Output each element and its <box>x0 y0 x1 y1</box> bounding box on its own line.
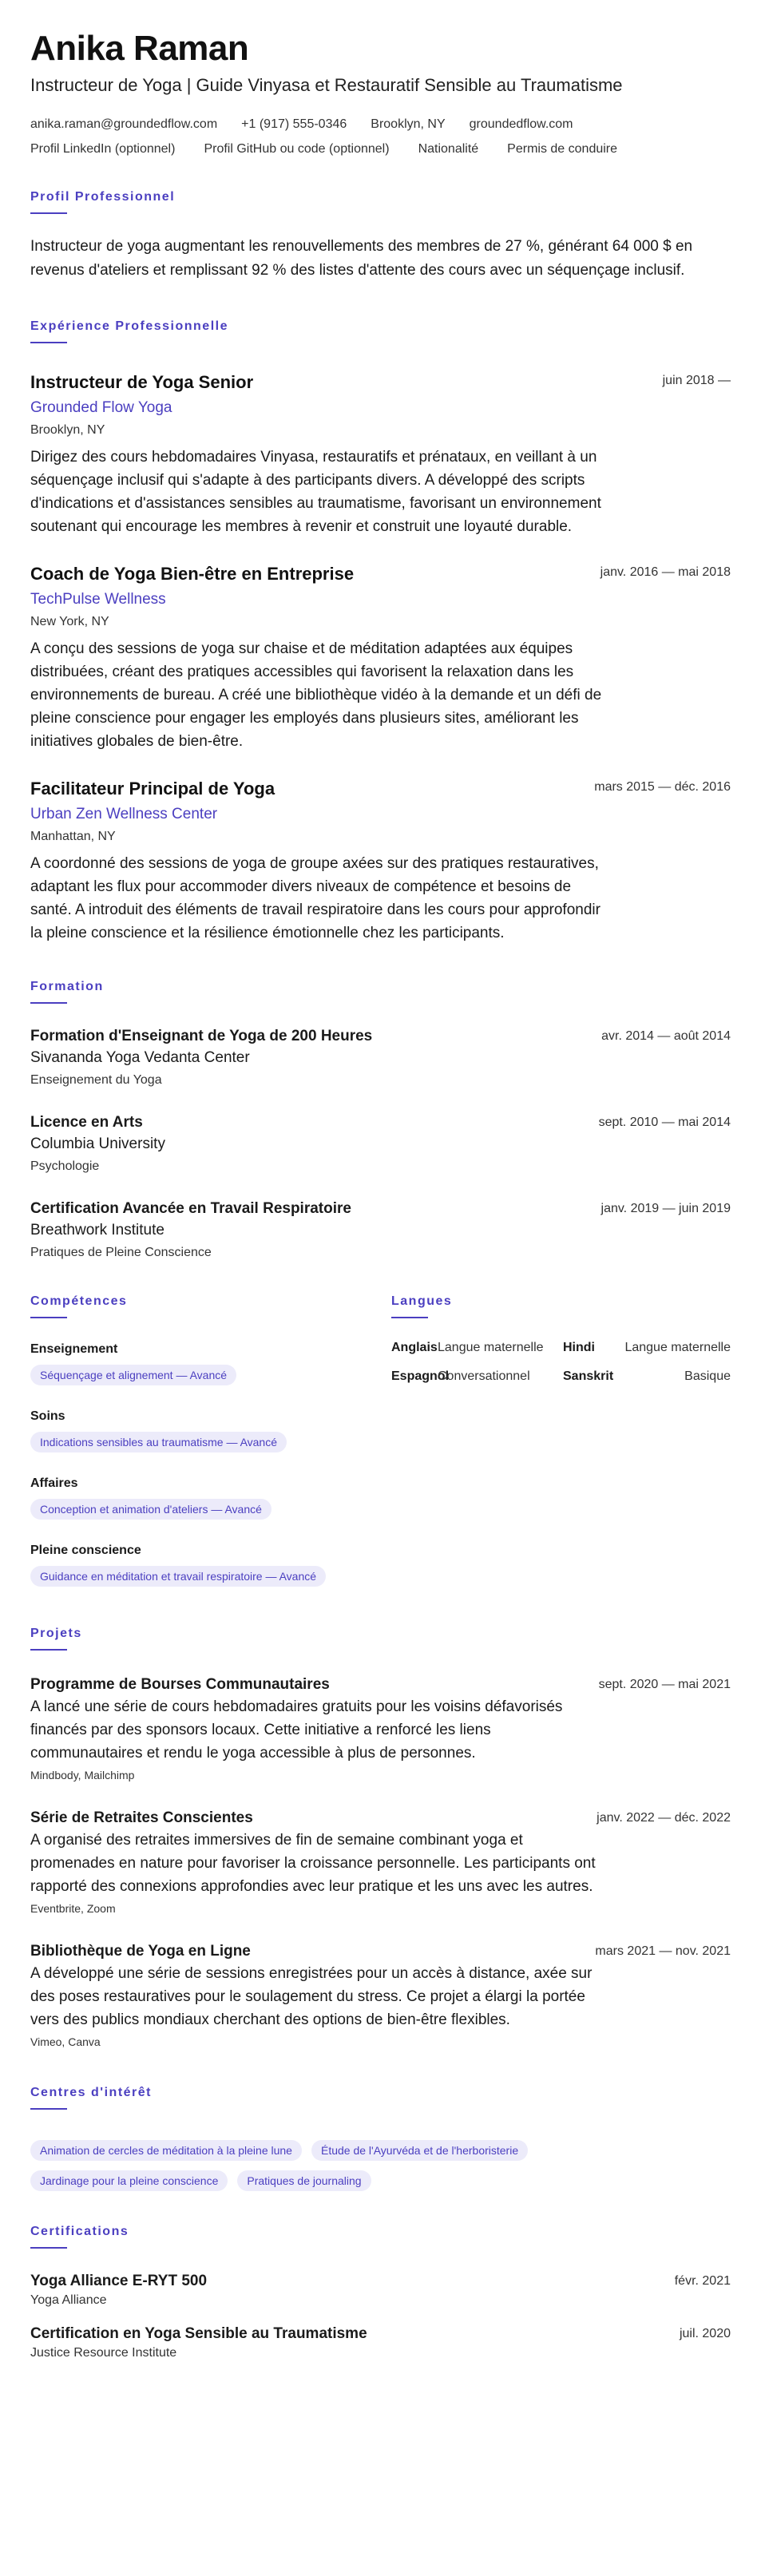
job-location: Manhattan, NY <box>30 830 116 843</box>
projects-section <box>30 1627 731 2051</box>
education-institution: Columbia University <box>30 1135 165 1152</box>
project-description: A développé une série de sessions enregistrées pour un accès à distance, axée sur des poses restauratives pour le soulagement du stress. Ce projet a élargi la portée vers des publics mondiaux cherchant des options de bien-être flexibles. <box>30 1965 593 2028</box>
project-title: Série de Retraites Conscientes <box>30 1809 253 1826</box>
education-institution: Breathwork Institute <box>30 1222 164 1238</box>
language-level: Langue maternelle <box>438 1341 544 1354</box>
education-section <box>30 980 731 1262</box>
project-tools: Mindbody, Mailchimp <box>30 1769 135 1781</box>
interest-chip: Étude de l'Ayurvéda et de l'herboristerie <box>311 2140 528 2161</box>
contact-website[interactable]: groundedflow.com <box>469 117 573 131</box>
interest-list <box>30 2130 605 2191</box>
job-title: Coach de Yoga Bien-être en Entreprise <box>30 564 355 584</box>
language-level: Langue maternelle <box>624 1341 731 1354</box>
experience-item <box>30 562 731 753</box>
language-name: Sanskrit <box>563 1369 614 1383</box>
project-title: Programme de Bourses Communautaires <box>30 1676 330 1693</box>
education-date: avr. 2014 — août 2014 <box>601 1029 731 1043</box>
job-location: Brooklyn, NY <box>30 423 105 437</box>
language-name: Espagnol <box>391 1369 450 1383</box>
language-level: Basique <box>684 1369 731 1383</box>
job-title: Facilitateur Principal de Yoga <box>30 779 275 799</box>
job-date: juin 2018 — <box>662 374 731 387</box>
section-title: Centres d'intérêt <box>30 2086 152 2099</box>
certification-title: Certification en Yoga Sensible au Traumatisme <box>30 2325 367 2342</box>
certification-title: Yoga Alliance E-RYT 500 <box>30 2273 208 2289</box>
contact-nationality: Nationalité <box>418 142 479 156</box>
job-company: Urban Zen Wellness Center <box>30 806 218 822</box>
contact-phone[interactable]: +1 (917) 555-0346 <box>241 117 347 131</box>
education-title: Licence en Arts <box>30 1114 143 1131</box>
experience-list <box>30 371 731 945</box>
skill-chip: Indications sensibles au traumatisme — Avancé <box>30 1432 287 1452</box>
section-divider <box>30 1317 67 1318</box>
interest-chip: Animation de cercles de méditation à la pleine lune <box>30 2140 302 2161</box>
language-list <box>391 1339 731 1385</box>
skills-section <box>30 1294 391 1587</box>
job-location: New York, NY <box>30 615 109 628</box>
skill-chip: Séquençage et alignement — Avancé <box>30 1365 236 1385</box>
project-item <box>30 1674 731 1784</box>
contact-info <box>30 115 731 134</box>
skill-category: Pleine conscience <box>30 1544 141 1557</box>
experience-item <box>30 371 731 538</box>
education-item <box>30 1026 731 1090</box>
job-description: A conçu des sessions de yoga sur chaise et de méditation adaptées aux équipes distribuées, créant des pratiques accessibles qui favorisent la relaxation dans les environnements de bureau. A créé une bibliothèque vidéo à la demande et un défi de pleine conscience pour engager les employés dans plusieurs sites, améliorant les initiatives globales de bien-être. <box>30 640 602 750</box>
section-title: Profil Professionnel <box>30 190 176 204</box>
skill-chip: Conception et animation d'ateliers — Avancé <box>30 1499 272 1520</box>
certification-item <box>30 2324 731 2362</box>
certification-issuer: Yoga Alliance <box>30 2293 107 2307</box>
project-tools: Eventbrite, Zoom <box>30 1902 116 1915</box>
education-title: Certification Avancée en Travail Respiratoire <box>30 1200 351 1217</box>
job-date: janv. 2016 — mai 2018 <box>600 565 731 579</box>
contact-email[interactable]: anika.raman@groundedflow.com <box>30 117 218 131</box>
candidate-name: Anika Raman <box>30 29 249 68</box>
certifications-section <box>30 2225 731 2362</box>
language-level: Conversationnel <box>438 1369 530 1383</box>
certification-item <box>30 2271 731 2309</box>
languages-section <box>391 1294 731 1587</box>
project-description: A organisé des retraites immersives de fin de semaine combinant yoga et promenades en nature pour favoriser la croissance personnelle. Les participants ont rapporté des connexions approfondies avec leur pratique et les uns avec les autres. <box>30 1832 596 1895</box>
section-divider <box>30 1649 67 1651</box>
skill-category: Soins <box>30 1409 65 1423</box>
section-divider <box>30 342 67 343</box>
job-title: Instructeur de Yoga Senior <box>30 372 254 392</box>
section-title: Compétences <box>30 1294 128 1308</box>
project-date: mars 2021 — nov. 2021 <box>595 1944 731 1958</box>
contact-linkedin[interactable]: Profil LinkedIn (optionnel) <box>30 142 176 156</box>
section-title: Certifications <box>30 2225 129 2238</box>
interests-section <box>30 2086 731 2191</box>
section-divider <box>30 2108 67 2110</box>
language-name: Hindi <box>563 1341 595 1354</box>
job-company: Grounded Flow Yoga <box>30 399 172 416</box>
section-title: Expérience Professionnelle <box>30 319 228 333</box>
resume-header <box>30 29 731 157</box>
education-field: Enseignement du Yoga <box>30 1073 162 1087</box>
skills-languages-row <box>30 1294 731 1587</box>
section-title: Projets <box>30 1627 82 1640</box>
certification-issuer: Justice Resource Institute <box>30 2346 177 2360</box>
interest-chip: Pratiques de journaling <box>237 2170 371 2191</box>
job-description: A coordonné des sessions de yoga de groupe axées sur des pratiques restauratives, adaptant les flux pour accommoder divers niveaux de compétence et besoins de santé. A introduit des éléments de travail respiratoire dans les cours pour approfondir la pleine conscience et la résilience émotionnelle chez les participants. <box>30 855 600 941</box>
section-divider <box>30 1002 67 1004</box>
job-date: mars 2015 — déc. 2016 <box>594 780 731 794</box>
skill-chip: Guidance en méditation et travail respiratoire — Avancé <box>30 1566 326 1587</box>
section-title: Langues <box>391 1294 453 1308</box>
language-name: Anglais <box>391 1341 438 1354</box>
project-item <box>30 1941 731 2051</box>
skill-category: Enseignement <box>30 1342 118 1356</box>
education-item <box>30 1112 731 1176</box>
education-date: janv. 2019 — juin 2019 <box>600 1202 731 1215</box>
project-tools: Vimeo, Canva <box>30 2035 101 2048</box>
education-institution: Sivananda Yoga Vedanta Center <box>30 1049 250 1066</box>
project-item <box>30 1808 731 1917</box>
certification-date: juil. 2020 <box>679 2327 731 2340</box>
certification-date: févr. 2021 <box>674 2274 731 2288</box>
project-date: sept. 2020 — mai 2021 <box>598 1678 731 1691</box>
contact-location: Brooklyn, NY <box>371 117 446 131</box>
contact-github[interactable]: Profil GitHub ou code (optionnel) <box>204 142 390 156</box>
section-divider <box>30 2247 67 2249</box>
project-title: Bibliothèque de Yoga en Ligne <box>30 1943 251 1960</box>
experience-section <box>30 319 731 945</box>
education-item <box>30 1199 731 1262</box>
education-field: Pratiques de Pleine Conscience <box>30 1246 212 1259</box>
skill-category: Affaires <box>30 1476 78 1490</box>
job-company: TechPulse Wellness <box>30 591 166 608</box>
project-date: janv. 2022 — déc. 2022 <box>597 1811 731 1825</box>
interest-chip: Jardinage pour la pleine conscience <box>30 2170 228 2191</box>
education-field: Psychologie <box>30 1159 100 1173</box>
contact-license: Permis de conduire <box>507 142 618 156</box>
profile-summary: Instructeur de yoga augmentant les renouvellements des membres de 27 %, générant 64 000 $ en revenus d'ateliers et remplissant 92 % des listes d'attente des cours avec un séquençage inclusif. <box>30 238 693 279</box>
section-divider <box>391 1317 428 1318</box>
contact-extra <box>30 142 731 157</box>
project-description: A lancé une série de cours hebdomadaires gratuits pour les voisins défavorisés financés par des sponsors locaux. Cette initiative a renforcé les liens communautaires et rendu le yoga accessible à plus de personnes. <box>30 1698 563 1762</box>
headline: Instructeur de Yoga | Guide Vinyasa et Restauratif Sensible au Traumatisme <box>30 75 623 95</box>
profile-section <box>30 190 731 283</box>
section-title: Formation <box>30 980 104 993</box>
education-title: Formation d'Enseignant de Yoga de 200 Heures <box>30 1028 373 1044</box>
job-description: Dirigez des cours hebdomadaires Vinyasa, restauratifs et prénataux, en veillant à un séquençage inclusif qui s'adapte à des participants divers. A développé des scripts d'indications et d'assistances sensibles au traumatisme, favorisant un environnement soutenant qui encourage les membres à revenir et construit une loyauté durable. <box>30 449 601 535</box>
section-divider <box>30 212 67 214</box>
experience-item <box>30 777 731 945</box>
education-date: sept. 2010 — mai 2014 <box>598 1116 731 1129</box>
